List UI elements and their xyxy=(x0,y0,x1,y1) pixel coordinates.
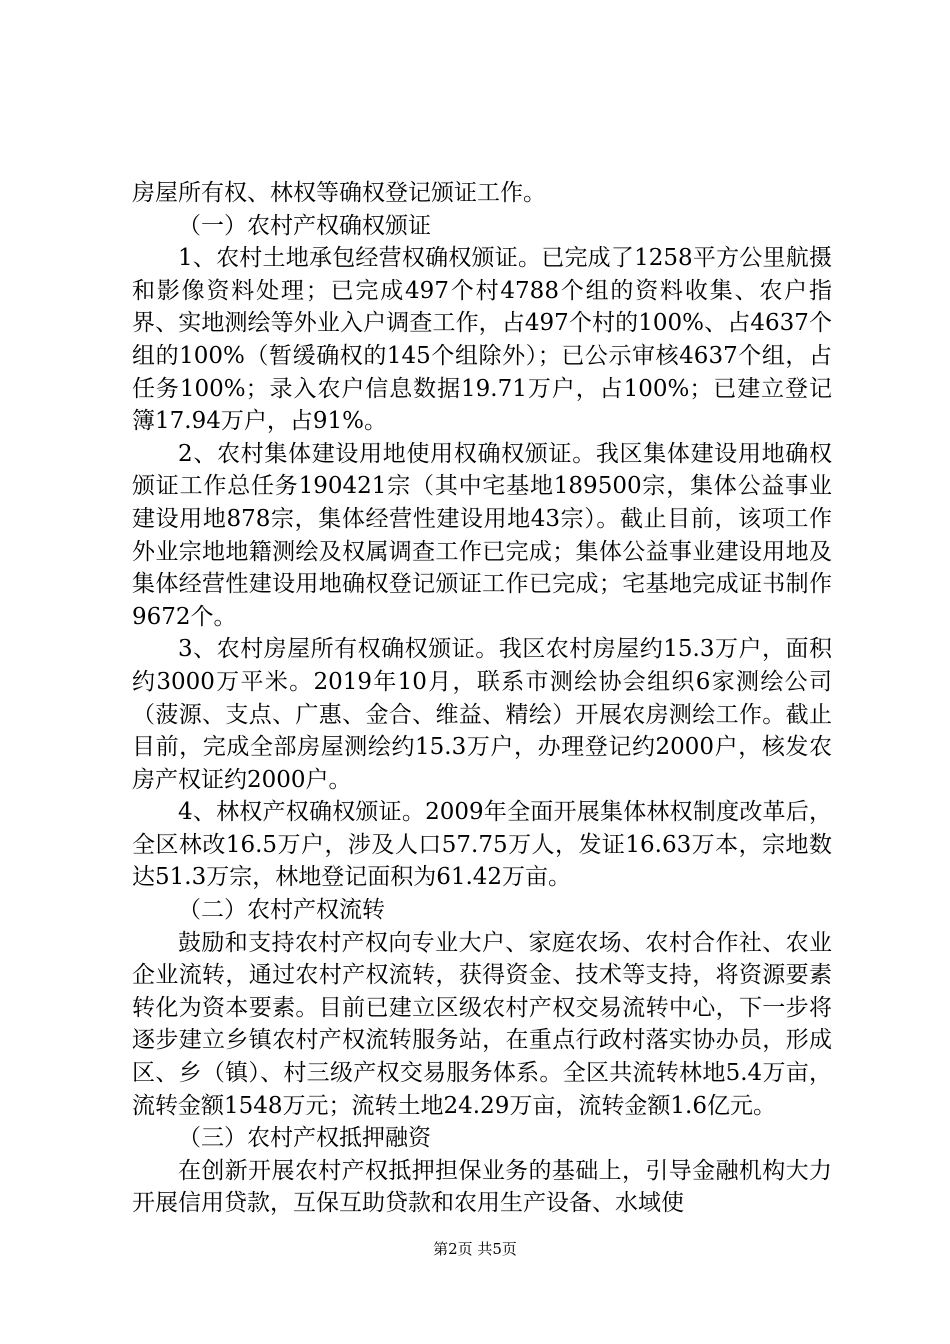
paragraph: 在创新开展农村产权抵押担保业务的基础上，引导金融机构大力开展信用贷款，互保互助贷款和农用生产设备、水域使 xyxy=(132,1157,832,1217)
paragraph: 4、林权产权确权颁证。2009年全面开展集体林权制度改革后，全区林改16.5万户，涉及人口57.75万人，发证16.63万本，宗地数达51.3万宗，林地登记面积为61.42万亩。 xyxy=(132,799,832,891)
section-heading-2: （二）农村产权流转 xyxy=(178,897,385,924)
page-footer: 第2页 共5页 xyxy=(433,1240,517,1258)
paragraph: 2、农村集体建设用地使用权确权颁证。我区集体建设用地确权颁证工作总任务190421宗（其中宅基地189500宗，集体公益事业建设用地878宗，集体经营性建设用地43宗）。截止目前，该项工作外业宗地地籍测绘及权属调查工作已完成；集体公益事业建设用地及集体经营性建设用地确权登记颁证工作已完成；宅基地完成证书制作9672个。 xyxy=(132,440,832,630)
paragraph: 1、农村土地承包经营权确权颁证。已完成了1258平方公里航摄和影像资料处理；已完成497个村4788个组的资料收集、农户指界、实地测绘等外业入户调查工作，占497个村的100%、占4637个组的100%（暂缓确权的145个组除外）；已公示审核4637个组，占任务100%；录入农户信息数据19.71万户，占100%；已建立登记簿17.94万户，占91%。 xyxy=(132,245,832,435)
paragraph: 鼓励和支持农村产权向专业大户、家庭农场、农村合作社、农业企业流转，通过农村产权流转，获得资金、技术等支持，将资源要素转化为资本要素。目前已建立区级农村产权交易流转中心，下一步将逐步建立乡镇农村产权流转服务站，在重点行政村落实协办员，形成区、乡（镇）、村三级产权交易服务体系。全区共流转林地5.4万亩，流转金额1548万元；流转土地24.29万亩，流转金额1.6亿元。 xyxy=(132,929,832,1119)
section-heading-3: （三）农村产权抵押融资 xyxy=(178,1125,431,1152)
document-body xyxy=(132,177,832,1220)
section-heading-1: （一）农村产权确权颁证 xyxy=(178,212,431,239)
paragraph: 3、农村房屋所有权确权颁证。我区农村房屋约15.3万户，面积约3000万平米。2019年10月，联系市测绘协会组织6家测绘公司（菠源、支点、广惠、金合、维益、精绘）开展农房测绘工作。截止目前，完成全部房屋测绘约15.3万户，办理登记约2000户，核发农房产权证约2000户。 xyxy=(132,636,832,793)
paragraph-continuation: 房屋所有权、林权等确权登记颁证工作。 xyxy=(132,180,546,206)
